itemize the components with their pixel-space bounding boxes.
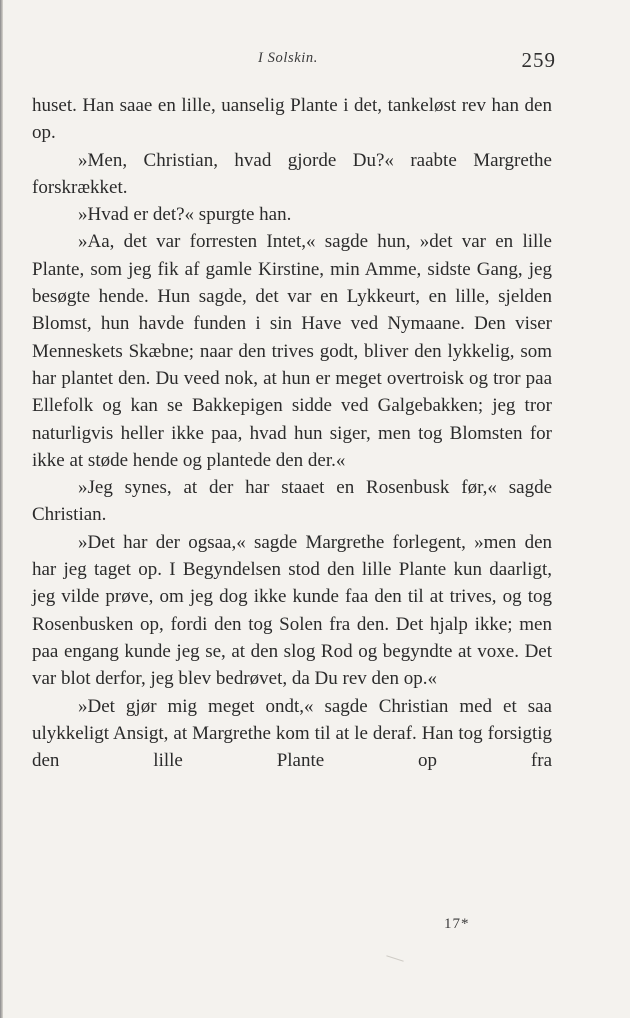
signature-mark: 17* bbox=[444, 916, 470, 932]
paragraph: »Det gjør mig meget ondt,« sagde Christian med et saa ulykkeligt Ansigt, at Margrethe kom til at le deraf. Han tog forsigtig den lille Plante op fra bbox=[32, 695, 552, 772]
running-head-title: I Solskin. bbox=[258, 50, 318, 66]
page-crease bbox=[386, 955, 403, 962]
paragraph: »Jeg synes, at der har staaet en Rosenbusk før,« sagde Christian. bbox=[32, 477, 552, 526]
paragraph: »Hvad er det?« spurgte han. bbox=[78, 204, 292, 226]
book-page bbox=[32, 48, 556, 774]
paragraph: huset. Han saae en lille, uanselig Plante i det, tankeløst rev han den op. bbox=[32, 95, 552, 144]
page-number: 259 bbox=[521, 48, 556, 72]
paragraph: »Aa, det var forresten Intet,« sagde hun, »det var en lille Plante, som jeg fik af gamle Kirstine, min Amme, sidste Gang, jeg besøgte hende. Hun sagde, det var en Lykkeurt, en lille, sjelden Blomst, hun havde funden i sin Have ved Nymaane. Den viser Menneskets Skæbne; naar den trives godt, bliver den lykkelig, som har plantet den. Du veed nok, at hun er meget overtroisk og tror paa Ellefolk og kan se Bakkepigen sidde ved Galgebakken; jeg tror naturligvis heller ikke paa, hvad hun siger, men tog Blomsten for ikke at støde hende og plantede den der.« bbox=[32, 231, 552, 471]
book-spine-edge bbox=[0, 0, 3, 1018]
paragraph: »Det har der ogsaa,« sagde Margrethe forlegent, »men den har jeg taget op. I Begyndelsen stod den lille Plante kun daarligt, jeg vilde prøve, om jeg dog ikke kunde faa den til at trives, og tog Rosenbusken op, fordi den tog Solen fra den. Det hjalp ikke; men paa engang kunde jeg se, at den slog Rod og begyndte at voxe. Det var blot derfor, jeg blev bedrøvet, da Du rev den op.« bbox=[32, 531, 552, 690]
body-text bbox=[32, 92, 552, 774]
running-head bbox=[32, 48, 556, 78]
paragraph: »Men, Christian, hvad gjorde Du?« raabte Margrethe forskrækket. bbox=[32, 149, 552, 198]
